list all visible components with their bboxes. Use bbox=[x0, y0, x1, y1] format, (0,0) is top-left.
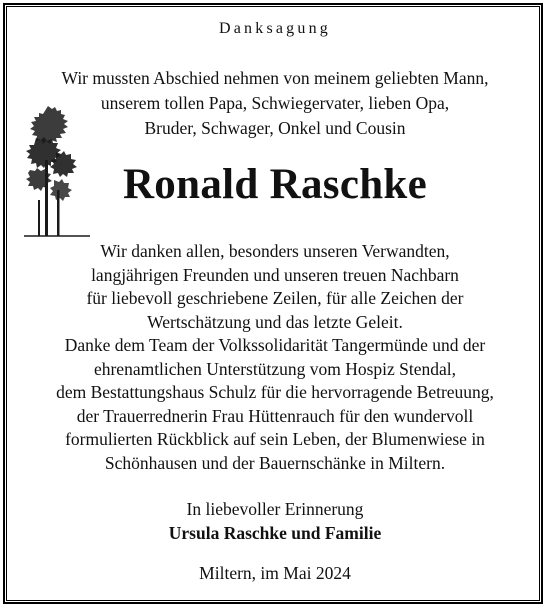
thanks-line: Wir danken allen, besonders unseren Verwandten, bbox=[100, 241, 450, 261]
closing-block bbox=[0, 497, 550, 545]
thanks-line: ehrenamtlichen Unterstützung vom Hospiz Stendal, bbox=[93, 358, 457, 379]
intro-line: Bruder, Schwager, Onkel und Cousin bbox=[144, 118, 406, 138]
thanks-line: Schönhausen und der Bauernschänke in Miltern. bbox=[104, 452, 446, 473]
thanks-line: dem Bestattungshaus Schulz für die hervorragende Betreuung, bbox=[56, 382, 494, 402]
thanks-line: Danke dem Team der Volkssolidarität Tangermünde und der bbox=[64, 335, 486, 355]
thanks-line: der Trauerrednerin Frau Hüttenrauch für den wundervoll bbox=[76, 405, 474, 426]
deceased-name: Ronald Raschke bbox=[122, 161, 428, 208]
thanks-line: Wertschätzung und das letzte Geleit. bbox=[147, 311, 403, 332]
thanks-line: langjährigen Freunden und unseren treuen Nachbarn bbox=[91, 264, 459, 285]
heading: Danksagung bbox=[219, 20, 331, 37]
place-date: Miltern, im Mai 2024 bbox=[199, 563, 351, 583]
closing-line: In liebevoller Erinnerung bbox=[186, 499, 364, 519]
thanks-line: für liebevoll geschriebene Zeilen, für alle Zeichen der bbox=[86, 288, 464, 308]
signature: Ursula Raschke und Familie bbox=[168, 523, 382, 543]
thanks-line: formulierten Rückblick auf sein Leben, der Blumenwiese in bbox=[65, 429, 485, 449]
intro-line: Wir mussten Abschied nehmen von meinem geliebten Mann, bbox=[61, 68, 489, 88]
thanks-text bbox=[0, 240, 550, 475]
intro-line: unserem tollen Papa, Schwiegervater, lieben Opa, bbox=[100, 93, 450, 113]
